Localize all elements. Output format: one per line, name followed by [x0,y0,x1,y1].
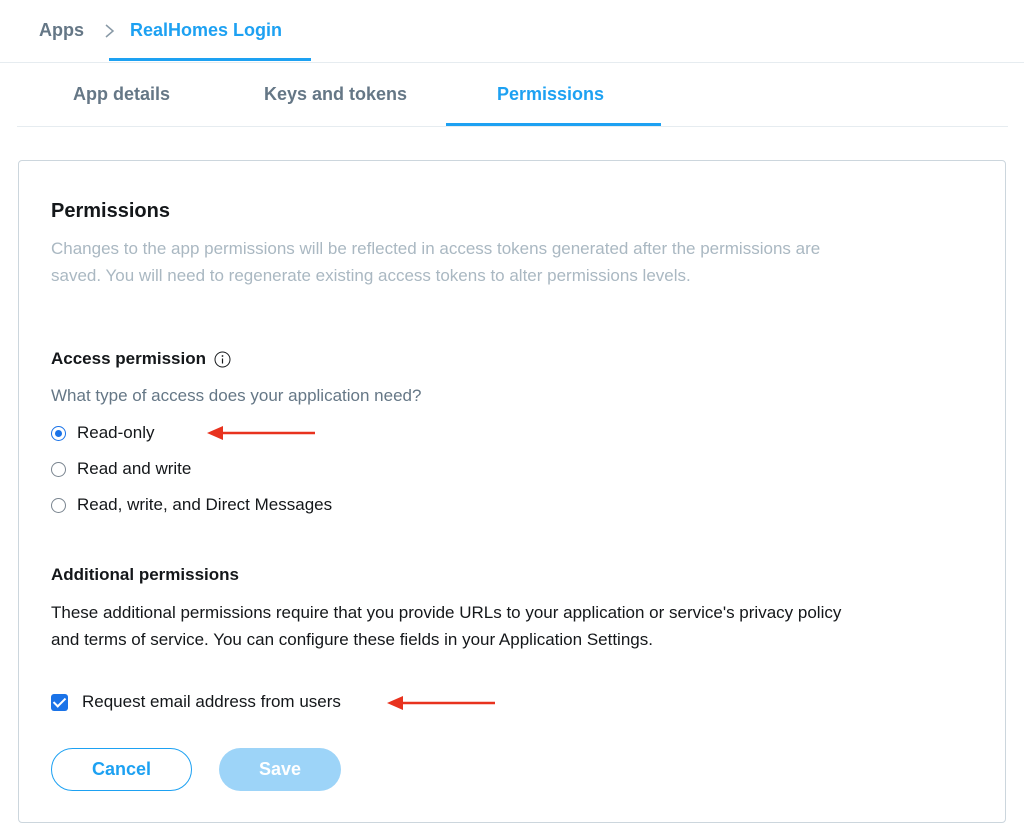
tab-bar [17,62,1008,127]
tab-app-details[interactable]: App details [73,84,171,104]
tab-keys-and-tokens[interactable]: Keys and tokens [264,84,408,104]
email-request-checkbox[interactable] [51,694,68,711]
radio-option-read-write-dm[interactable] [51,495,332,515]
cancel-button[interactable]: Cancel [51,748,192,791]
access-permission-heading [51,349,231,369]
breadcrumb-active-indicator [109,58,311,61]
annotation-arrow-icon [387,693,497,713]
additional-permissions-heading: Additional permissions [51,565,239,584]
tab-active-indicator [446,123,661,126]
radio-button[interactable] [51,498,66,513]
email-request-option[interactable] [51,692,341,712]
info-icon[interactable] [214,351,231,368]
radio-label: Read, write, and Direct Messages [77,495,333,514]
radio-option-read-write[interactable] [51,459,191,479]
access-question: What type of access does your application need? [51,386,422,405]
radio-label: Read and write [77,459,192,478]
breadcrumb [0,0,1024,63]
email-request-label: Request email address from users [82,692,341,711]
chevron-right-icon [103,22,117,40]
radio-label: Read-only [77,423,155,442]
permissions-description: Changes to the app permissions will be reflected in access tokens generated after the permissions are saved. You will need to regenerate existing access tokens to alter permissions levels. [51,239,821,285]
additional-permissions-description: These additional permissions require that you provide URLs to your application or service's privacy policy and terms of service. You can configure these fields in your Application Settings. [51,603,842,649]
permissions-card [18,160,1006,823]
tab-permissions[interactable]: Permissions [497,84,605,104]
radio-option-read-only[interactable] [51,423,155,443]
radio-button[interactable] [51,426,66,441]
radio-button[interactable] [51,462,66,477]
annotation-arrow-icon [207,423,317,443]
access-permission-label: Access permission [51,349,206,368]
permissions-title: Permissions [51,200,170,222]
breadcrumb-apps-link[interactable]: Apps [39,20,84,40]
save-button[interactable]: Save [219,748,341,791]
breadcrumb-current[interactable]: RealHomes Login [130,20,283,40]
